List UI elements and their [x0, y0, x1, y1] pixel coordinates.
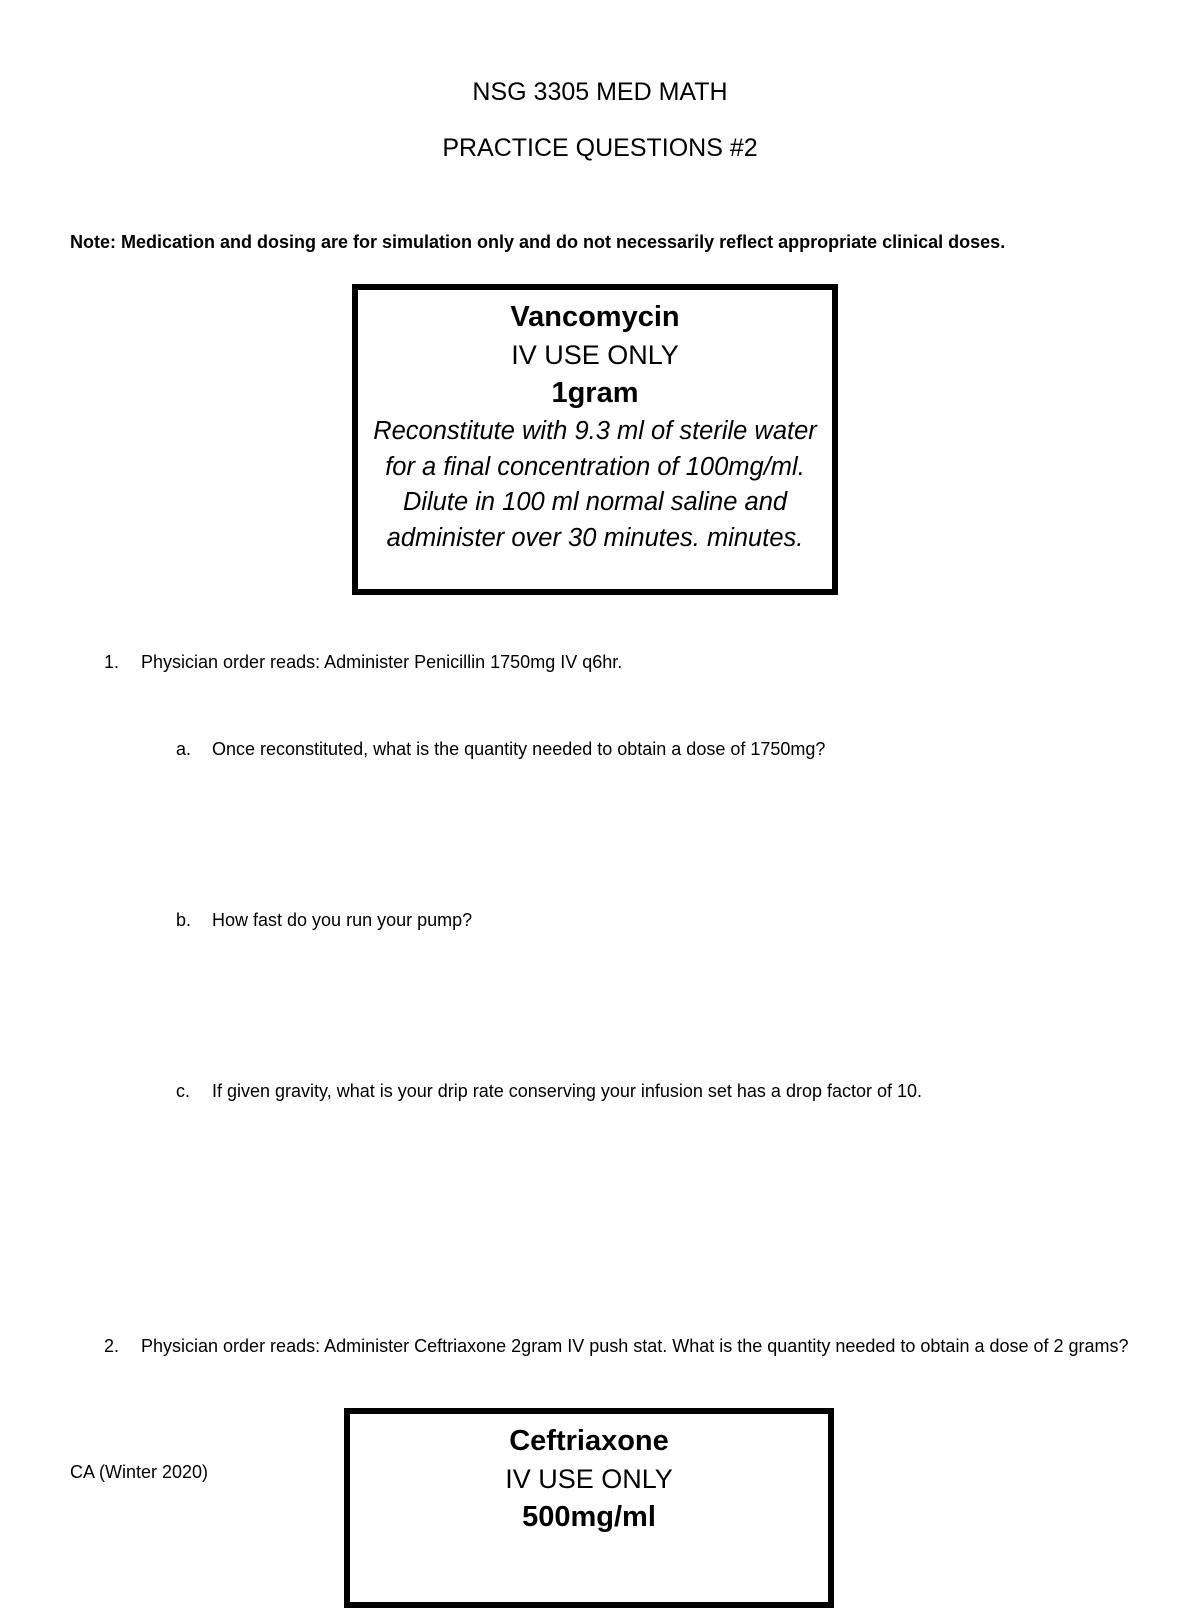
question-2-text: Physician order reads: Administer Ceftriaxone 2gram IV push stat. What is the quantity needed to obtain a dose of 2 grams? — [141, 1336, 1129, 1356]
ceftriaxone-drug-name: Ceftriaxone — [509, 1425, 669, 1457]
document-subtitle: PRACTICE QUESTIONS #2 — [442, 134, 758, 162]
question-1a-text: Once reconstituted, what is the quantity needed to obtain a dose of 1750mg? — [212, 739, 826, 759]
question-1b-text: How fast do you run your pump? — [212, 910, 473, 930]
vancomycin-route: IV USE ONLY — [511, 340, 679, 370]
vancomycin-strength: 1gram — [551, 377, 639, 409]
question-2-number: 2. — [104, 1336, 120, 1356]
question-1-number: 1. — [104, 652, 120, 672]
question-1a-letter: a. — [176, 739, 192, 759]
document-title: NSG 3305 MED MATH — [472, 78, 728, 106]
ceftriaxone-strength: 500mg/ml — [522, 1501, 656, 1533]
question-1c-text: If given gravity, what is your drip rate conserving your infusion set has a drop factor of 10. — [212, 1081, 923, 1101]
question-1-text: Physician order reads: Administer Penicillin 1750mg IV q6hr. — [141, 652, 623, 672]
vancomycin-drug-name: Vancomycin — [510, 301, 680, 333]
vancomycin-label — [352, 284, 838, 595]
simulation-note: Note: Medication and dosing are for simulation only and do not necessarily reflect appropriate clinical doses. — [70, 232, 1006, 252]
footer-text: CA (Winter 2020) — [70, 1462, 209, 1482]
ceftriaxone-label — [344, 1408, 834, 1608]
question-1c-letter: c. — [176, 1081, 191, 1101]
ceftriaxone-route: IV USE ONLY — [505, 1464, 673, 1494]
vancomycin-instructions: Reconstitute with 9.3 ml of sterile water for a final concentration of 100mg/ml. Dilute in 100 ml normal saline and administer over 30 minutes. minutes. — [373, 417, 817, 552]
question-1b-letter: b. — [176, 910, 192, 930]
